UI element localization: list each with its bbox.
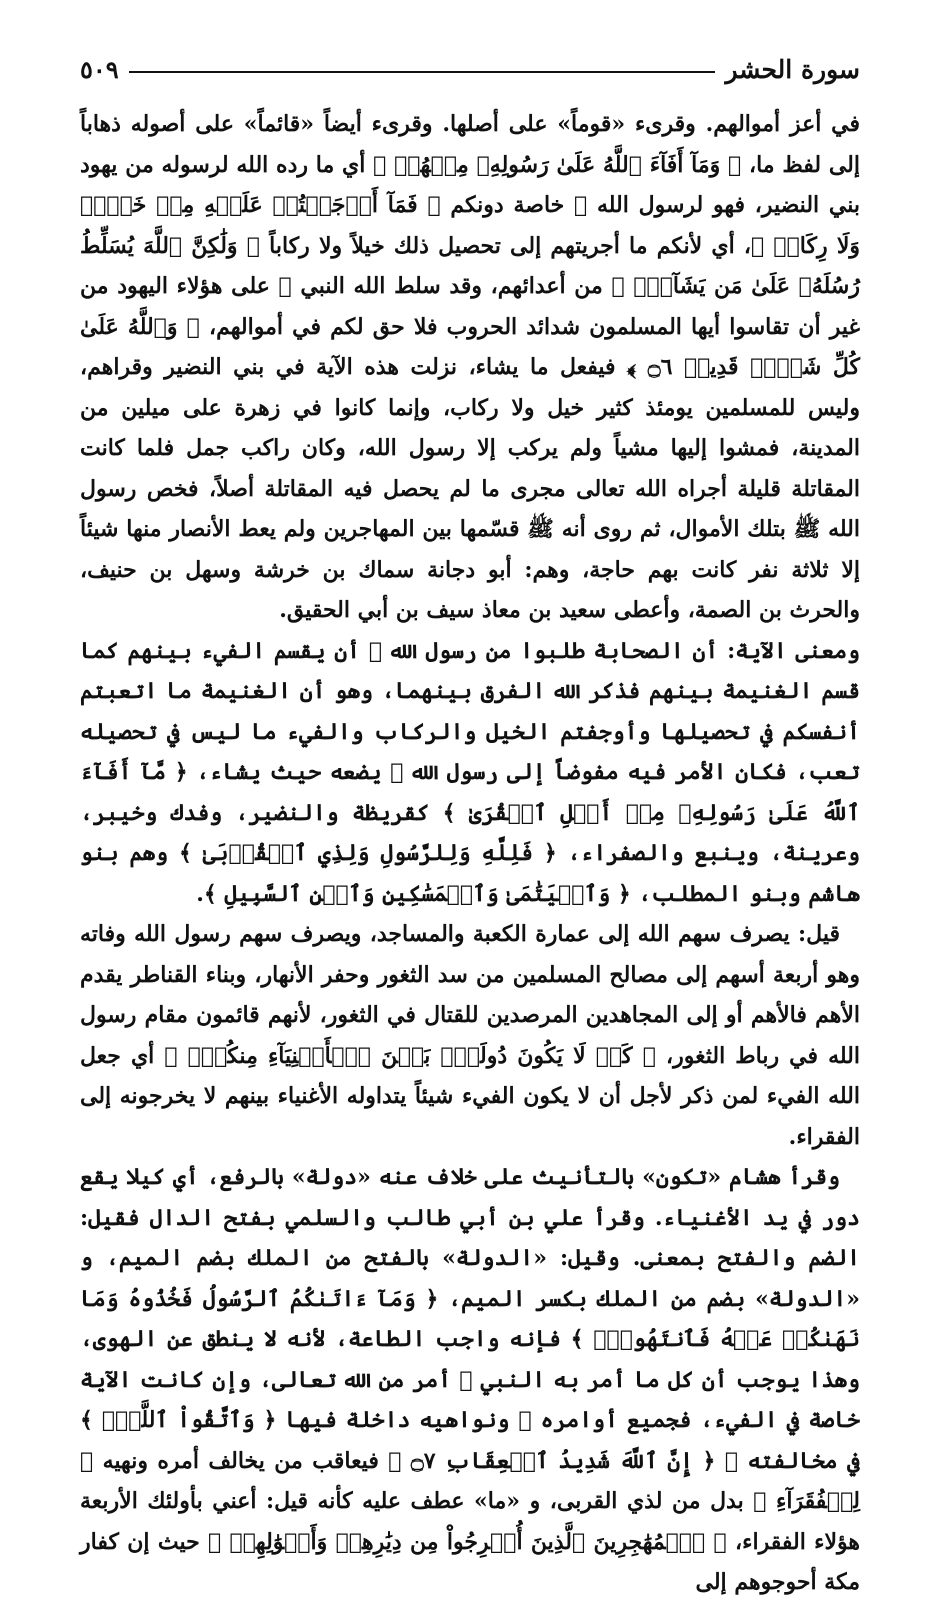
header-rule	[129, 71, 716, 73]
page-number: ٥٠٩	[80, 55, 119, 84]
paragraph-2: ومعنى الآية: أن الصحابة طلبوا من رسول الله ﷺ أن يقسم الفيء بينهم كما قسم الغنيمة بينهم فذكر الله الفرق بينهما، وهو أن الغنيمة ما اتعبتم أنفسكم في تحصيلها وأوجفتم الخيل والركاب والفيء ما ليس في تحصيله تعب، فكان الأمر فيه مفوضاً إلى رسول الله ﷺ يضعه حيث يشاء، ﴿ مَّآ أَفَآءَ ٱللَّهُ عَلَىٰ رَسُولِهِۦ مِنۡ أَهۡلِ ٱلۡقُرَىٰ ﴾ كقريظة والنضير، وفدك وخيبر، وعرينة، وينبع والصفراء، ﴿ فَلِلَّهِ وَلِلرَّسُولِ وَلِذِي ٱلۡقُرۡبَىٰ ﴾ وهم بنو هاشم وبنو المطلب، ﴿ وَٱلۡيَتَٰمَىٰ وَٱلۡمَسَٰكِينِ وَٱبۡنِ ٱلسَّبِيلِ ﴾.	[80, 637, 860, 907]
page-header	[80, 48, 860, 82]
surah-title: سورة الحشر	[725, 55, 860, 84]
page-body	[80, 104, 860, 1603]
paragraph-1: في أعز أموالهم. وقرىء «قوماً» على أصلها. وقرىء أيضاً «قائماً» على أصوله ذهاباً إلى لفظ ما، ﴿ وَمَآ أَفَآءَ ٱللَّهُ عَلَىٰ رَسُولِهِۦ مِنۡهُمۡ ﴾ أي ما رده الله لرسوله من يهود بني النضير، فهو لرسول الله ﷺ خاصة دونكم ﴿ فَمَآ أَوۡجَفۡتُمۡ عَلَيۡهِ مِنۡ خَيۡلٖ وَلَا رِكَابٖ ﴾، أي لأنكم ما أجريتهم إلى تحصيل ذلك خيلاً ولا ركاباً ﴿ وَلَٰكِنَّ ٱللَّهَ يُسَلِّطُ رُسُلَهُۥ عَلَىٰ مَن يَشَآءُۚ ﴾ من أعدائهم، وقد سلط الله النبي ﷺ على هؤلاء اليهود من غير أن تقاسوا أيها المسلمون شدائد الحروب فلا حق لكم في أموالهم، ﴿ وَٱللَّهُ عَلَىٰ كُلِّ شَيۡءٖ قَدِيرٞ ۝٦ ﴾ فيفعل ما يشاء، نزلت هذه الآية في بني النضير وقراهم، وليس للمسلمين يومئذ كثير خيل ولا ركاب، وإنما كانوا في زهرة على ميلين من المدينة، فمشوا إليها مشياً ولم يركب إلا رسول الله، وكان راكب جمل فلما كانت المقاتلة قليلة أجراه الله تعالى مجرى ما لم يحصل فيه المقاتلة أصلاً، فخص رسول الله ﷺ بتلك الأموال، ثم روى أنه ﷺ قسّمها بين المهاجرين ولم يعط الأنصار منها شيئاً إلا ثلاثة نفر كانت بهم حاجة، وهم: أبو دجانة سماك بن خرشة وسهل بن حنيف، والحرث بن الصمة، وأعطى سعيد بن معاذ سيف بن أبي الحقيق.	[80, 111, 860, 623]
paragraph-4: وقرأ هشام «تكون» بالتأنيث على خلاف عنه «دولة» بالرفع، أي كيلا يقع دور في يد الأغنياء. وقرأ علي بن أبي طالب والسلمي بفتح الدال فقيل: الضم والفتح بمعنى. وقيل: «الدولة» بالفتح من الملك بضم الميم، و «الدولة» بضم من الملك بكسر الميم، ﴿ وَمَآ ءَاتَىٰكُمُ ٱلرَّسُولُ فَخُذُوهُ وَمَا نَهَىٰكُمۡ عَنۡهُ فَٱنتَهُواْۚ ﴾ فإنه واجب الطاعة، لأنه لا ينطق عن الهوى، وهذا يوجب أن كل ما أمر به النبي ﷺ أمر من الله تعالى، وإن كانت الآية خاصة في الفيء، فجميع أوامره ﷺ ونواهيه داخلة فيها ﴿ وَٱتَّقُواْ ٱللَّهَۖ ﴾ في مخالفته ﷺ ﴿ إِنَّ ٱللَّهَ شَدِيدُ ٱلۡعِقَابِ ۝٧ ﴾ فيعاقب من يخالف أمره ونهيه ﴿ لِلۡفُقَرَآءِ ﴾ بدل من لذي القربى، و «ما» عطف عليه كأنه قيل: أعني بأولئك الأربعة هؤلاء الفقراء، ﴿ ٱلۡمُهَٰجِرِينَ ٱلَّذِينَ أُخۡرِجُواْ مِن دِيَٰرِهِمۡ وَأَمۡوَٰلِهِمۡ ﴾ حيث إن كفار مكة أحوجوهم إلى	[80, 1164, 860, 1595]
paragraph-3: قيل: يصرف سهم الله إلى عمارة الكعبة والمساجد، ويصرف سهم رسول الله وفاته وهو أربعة أسهم إلى مصالح المسلمين من سد الثغور وحفر الأنهار، وبناء القناطر يقدم الأهم فالأهم أو إلى المجاهدين المرصدين للقتال في الثغور، لأنهم قائمون مقام رسول الله في رباط الثغور، ﴿ كَيۡ لَا يَكُونَ دُولَةَۢ بَيۡنَ ٱلۡأَغۡنِيَآءِ مِنكُمۡۚ ﴾ أي جعل الله الفيء لمن ذكر لأجل أن لا يكون الفيء شيئاً يتداوله الأغنياء بينهم لا يخرجونه إلى الفقراء.	[80, 921, 860, 1150]
